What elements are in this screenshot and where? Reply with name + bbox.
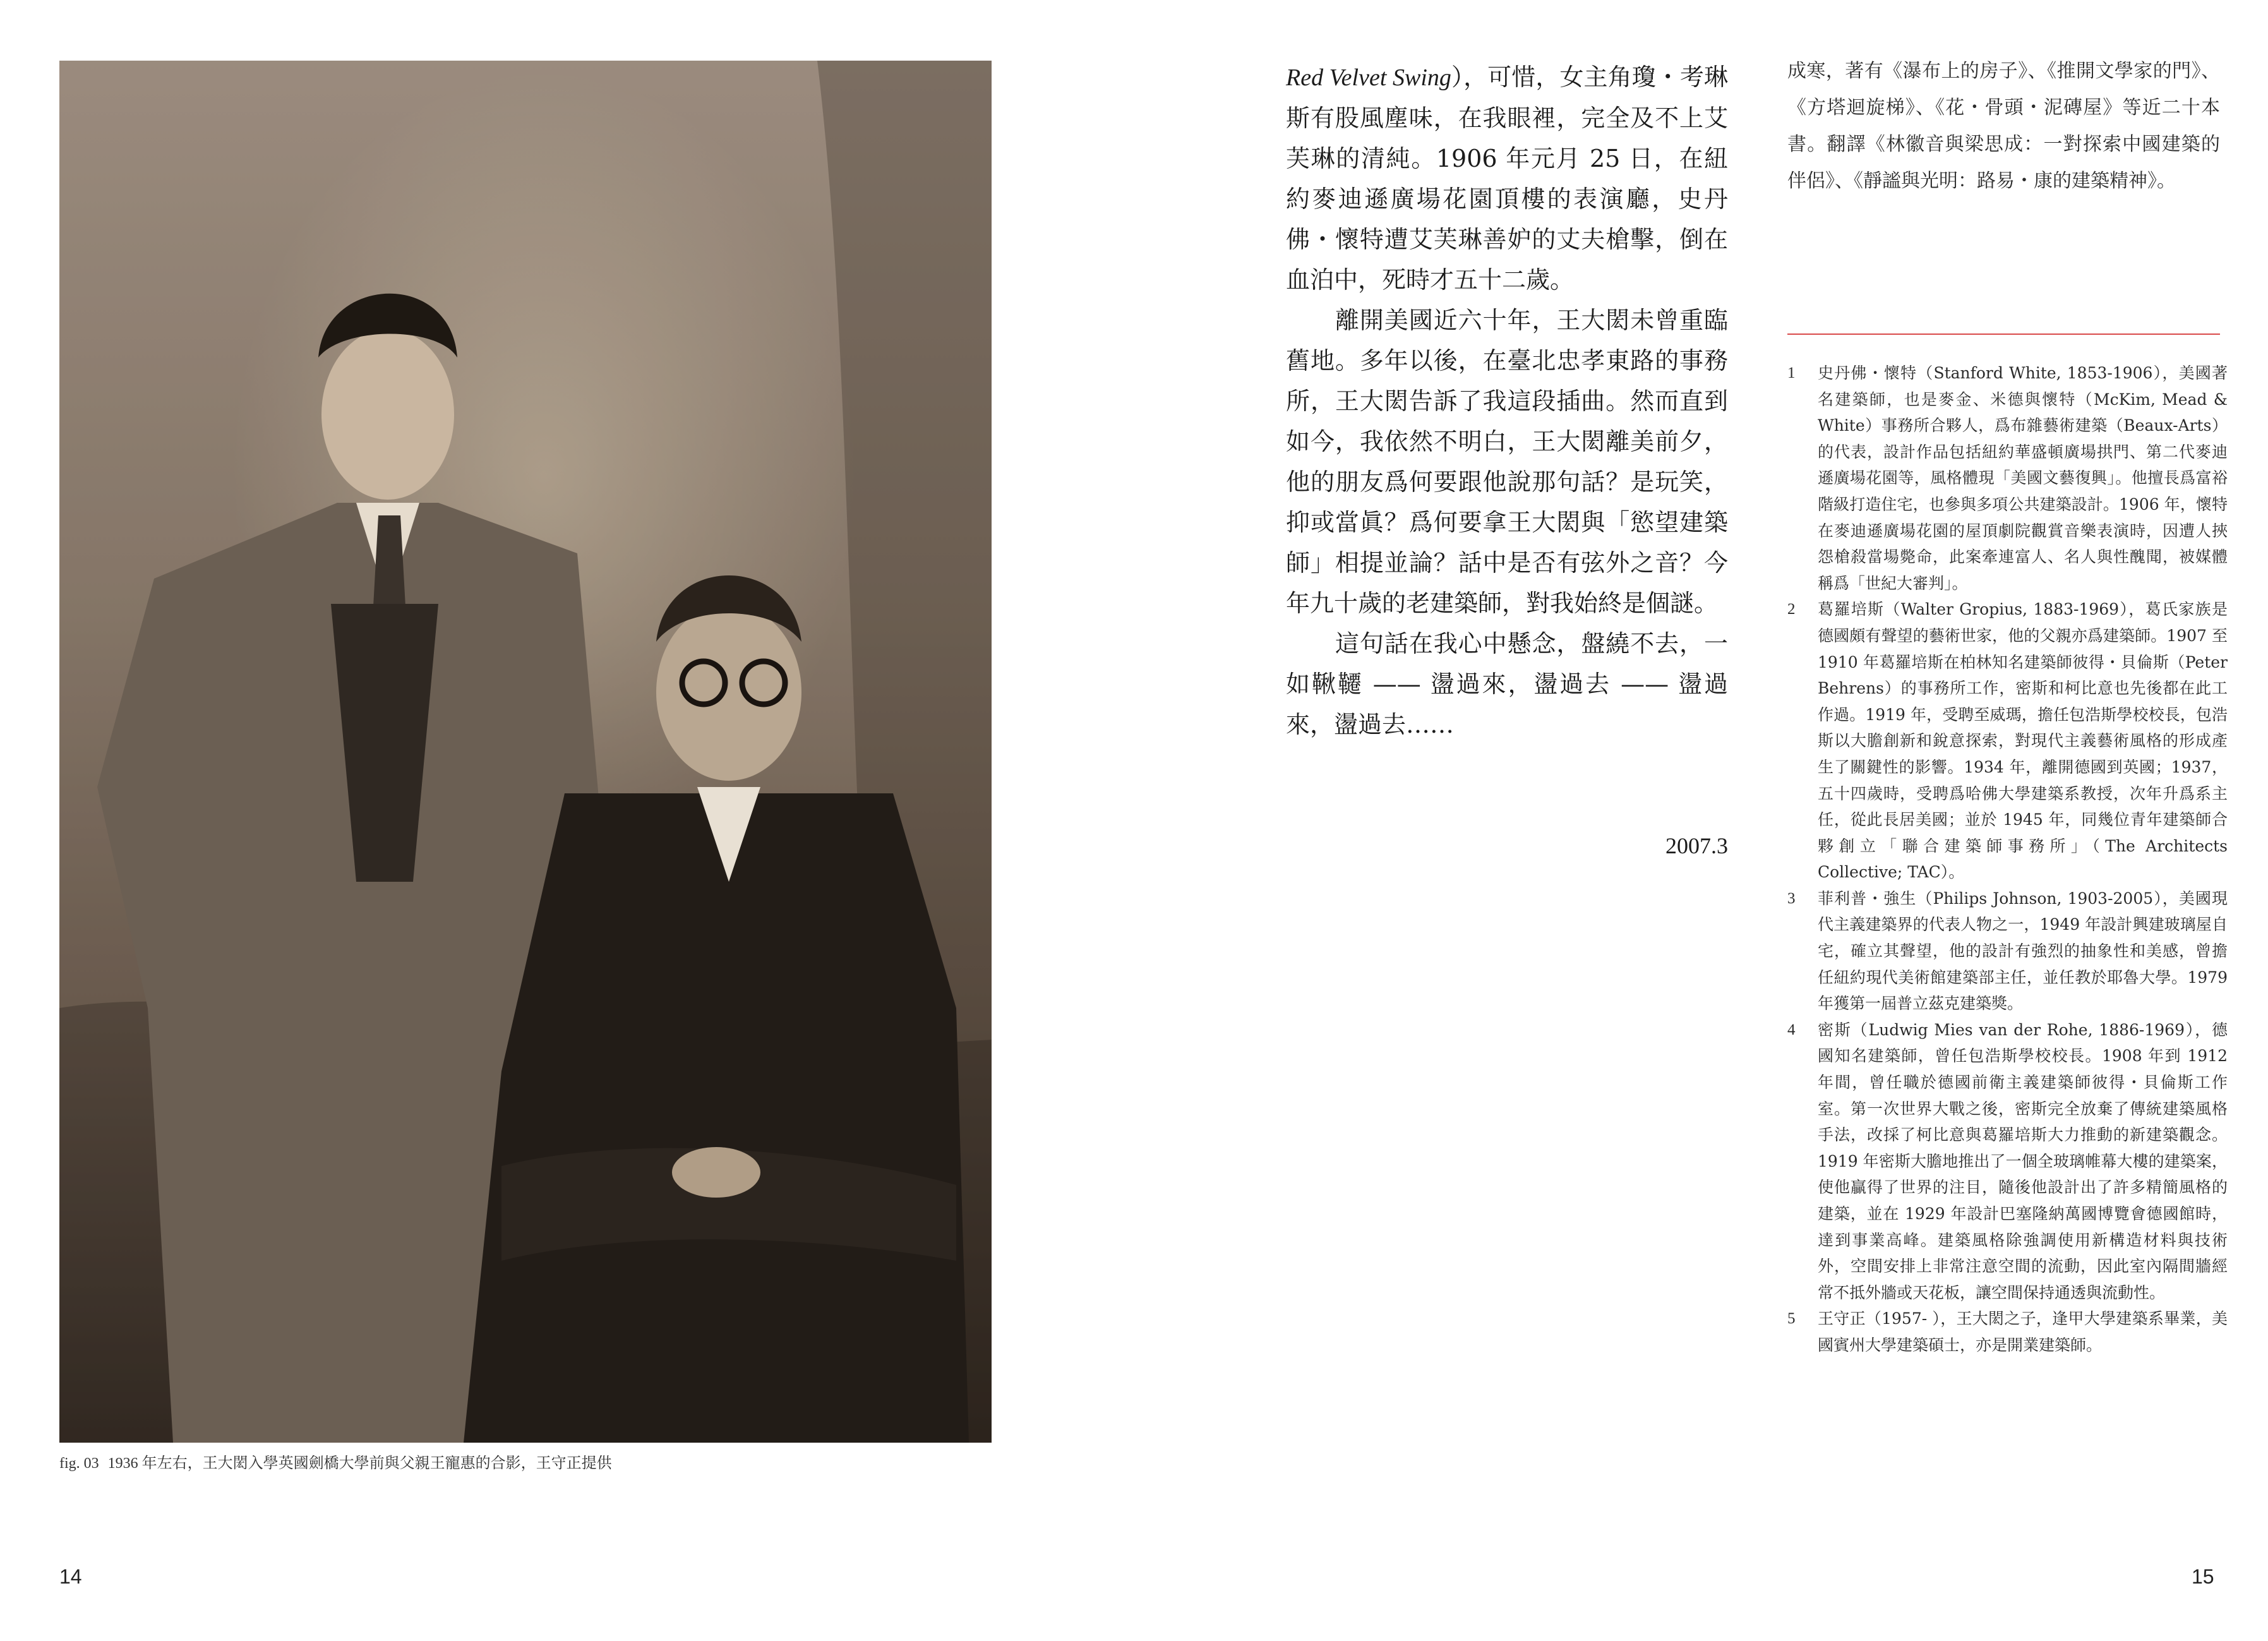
main-body-text xyxy=(1286,57,1728,745)
footnote-text: 王守正（1957- ），王大閎之子，逢甲大學建築系畢業，美國賓州大學建築碩士，亦是開業建築師。 xyxy=(1818,1309,2228,1354)
author-bio-text: 成寒，著有《瀑布上的房子》、《推開文學家的門》、《方塔迴旋梯》、《花・骨頭・泥磚屋》等近二十本書。翻譯《林徽音與梁思成：一對探索中國建築的伴侶》、《靜謐與光明：路易・康的建築精神》。 xyxy=(1787,60,2220,192)
footnote xyxy=(1787,1306,2228,1358)
footnote-number: 1 xyxy=(1787,364,1796,382)
footnote xyxy=(1787,886,2228,1017)
footnote-text: 密斯（Ludwig Mies van der Rohe, 1886-1969），德國知名建築師，曾任包浩斯學校校長。1908 年到 1912 年間，曾任職於德國前衛主義建築師彼得・貝倫斯工作室。第一次世界大戰之後，密斯完全放棄了傳統建築風格手法，改採了柯比意與葛羅培斯大力推動的新建築觀念。1919 年密斯大膽地推出了一個全玻璃帷幕大樓的建築案，使他贏得了世界的注目，隨後他設計出了許多精簡風格的建築，並在 1929 年設計巴塞隆納萬國博覽會德國館時，達到事業高峰。建築風格除強調使用新構造材料與技術外，空間安排上非常注意空間的流動，因此室內隔間牆經常不抵外牆或天花板，讓空間保持通透與流動性。 xyxy=(1818,1020,2228,1302)
caption-label: fig. 03 xyxy=(59,1455,99,1472)
footnote xyxy=(1787,1017,2228,1306)
footnote xyxy=(1787,596,2228,886)
paragraph-1-text: ），可惜，女主角瓊・考琳斯有股風塵味，在我眼裡，完全及不上艾芙琳的清純。1906 年元月 25 日，在紐約麥迪遜廣場花園頂樓的表演廳，史丹佛・懷特遭艾芙琳善妒的丈夫槍擊，倒在血泊中，死時才五十二歲。 xyxy=(1286,63,1728,294)
divider-rule xyxy=(1787,334,2220,335)
paragraph-3: 這句話在我心中懸念，盤繞不去，一如鞦韆 —— 盪過來，盪過去 —— 盪過來，盪過去…… xyxy=(1286,630,1728,738)
paragraph-1 xyxy=(1286,57,1728,300)
footnote-number: 3 xyxy=(1787,889,1796,907)
footnote-number: 2 xyxy=(1787,601,1796,618)
footnote-text: 菲利普・強生（Philips Johnson, 1903-2005），美國現代主義建築界的代表人物之一，1949 年設計興建玻璃屋自宅，確立其聲望，他的設計有強烈的抽象性和美感，曾擔任紐約現代美術館建築部主任，並任教於耶魯大學。1979 年獲第一屆普立茲克建築獎。 xyxy=(1818,889,2228,1013)
photo-caption xyxy=(59,1453,992,1474)
footnotes xyxy=(1787,360,2228,1359)
caption-text: 1936 年左右，王大閎入學英國劍橋大學前與父親王寵惠的合影，王守正提供 xyxy=(107,1455,612,1472)
photo-figures xyxy=(59,61,992,1443)
paragraph-2: 離開美國近六十年，王大閎未曾重臨舊地。多年以後，在臺北忠孝東路的事務所，王大閎告訴了我這段插曲。然而直到如今，我依然不明白，王大閎離美前夕，他的朋友爲何要跟他說那句話？是玩笑，抑或當眞？爲何要拿王大閎與「慾望建築師」相提並論？話中是否有弦外之音？今年九十歲的老建築師，對我始終是個謎。 xyxy=(1286,306,1728,617)
footnote-number: 5 xyxy=(1787,1310,1796,1328)
footnote-text: 史丹佛・懷特（Stanford White, 1853-1906），美國著名建築師，也是麥金、米德與懷特（McKim, Mead & White）事務所合夥人，爲布雜藝術建築（Beaux-Arts）的代表，設計作品包括紐約華盛頓廣場拱門、第二代麥迪遜廣場花園等，風格體現「美國文藝復興」。他擅長爲富裕階級打造住宅，也參與多項公共建築設計。1906 年，懷特在麥迪遜廣場花園的屋頂劇院觀賞音樂表演時，因遭人挾怨槍殺當場斃命，此案牽連富人、名人與性醜聞，被媒體稱爲「世紀大審判」。 xyxy=(1818,364,2228,592)
archival-photograph xyxy=(59,61,992,1443)
page-number-left: 14 xyxy=(59,1565,82,1588)
film-title: Red Velvet Swing xyxy=(1286,64,1451,91)
essay-date: 2007.3 xyxy=(1665,833,1728,858)
page-number-right: 15 xyxy=(2192,1565,2214,1588)
author-bio xyxy=(1787,53,2220,200)
footnote-number: 4 xyxy=(1787,1021,1796,1038)
footnote xyxy=(1787,360,2228,596)
footnote-text: 葛羅培斯（Walter Gropius, 1883-1969），葛氏家族是德國頗有聲望的藝術世家，他的父親亦爲建築師。1907 至 1910 年葛羅培斯在柏林知名建築師彼得・貝倫斯（Peter Behrens）的事務所工作，密斯和柯比意也先後都在此工作過。1919 年，受聘至威瑪，擔任包浩斯學校校長，包浩斯以大膽創新和銳意探索，對現代主義藝術風格的形成產生了關鍵性的影響。1934 年，離開德國到英國；1937，五十四歲時，受聘爲哈佛大學建築系教授，次年升爲系主任，從此長居美國；並於 1945 年，同幾位青年建築師合夥創立「聯合建築師事務所」（The Architects Collective; TAC）。 xyxy=(1818,600,2228,882)
